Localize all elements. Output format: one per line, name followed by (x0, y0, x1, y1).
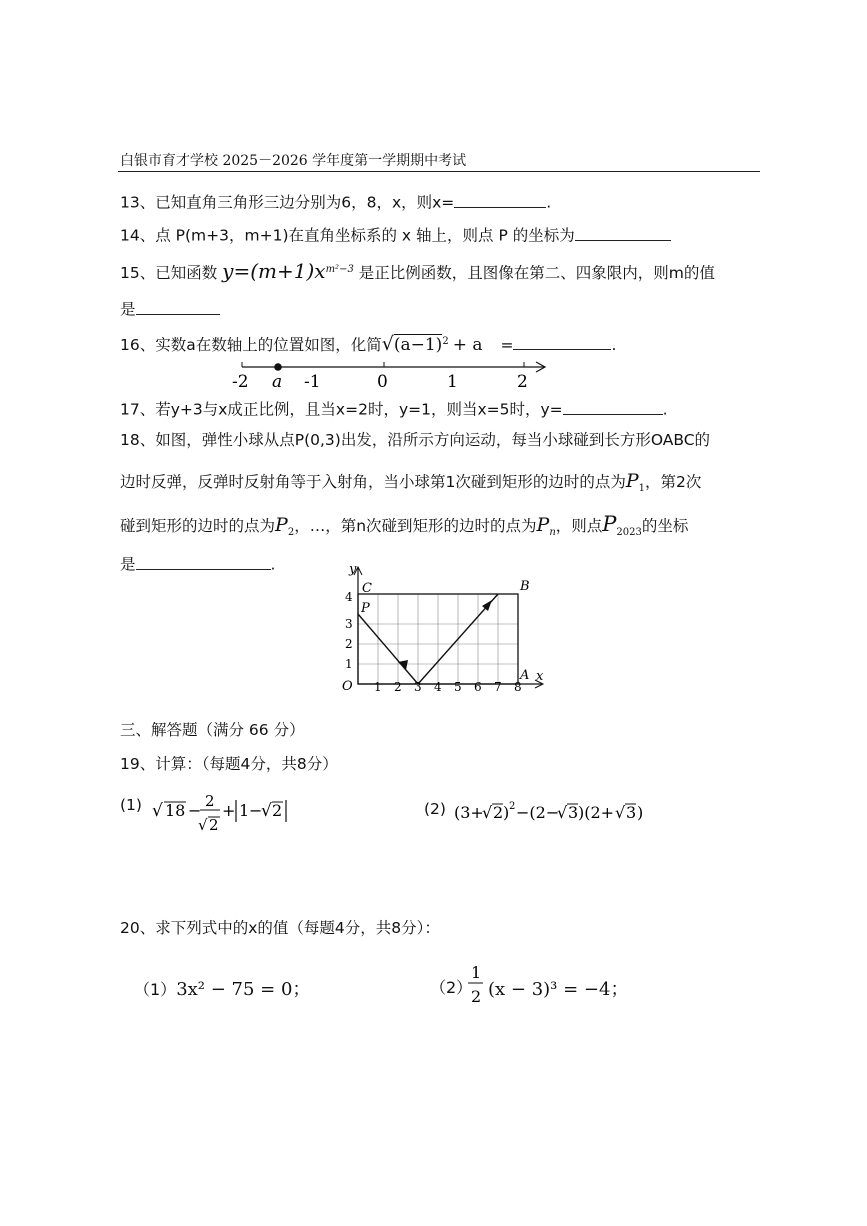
label-a: A (520, 668, 530, 683)
point-p2023: P (602, 512, 617, 536)
answer-blank-13[interactable] (454, 191, 546, 208)
svg-text:1: 1 (239, 801, 250, 820)
svg-text:5: 5 (454, 680, 462, 694)
question-17-text: 17、若y+3与x成正比例，且当x=2时，y=1，则当x=5时，y= (120, 400, 563, 419)
question-18-line3-a: 碰到矩形的边时的点为 (120, 517, 276, 535)
x-tick-labels (374, 680, 522, 694)
svg-text:√: √ (261, 801, 272, 821)
svg-text:6: 6 (474, 680, 482, 694)
q20-part2-label: （2） (430, 978, 473, 997)
svg-text:2: 2 (209, 816, 219, 834)
path-segment-1 (358, 614, 418, 684)
question-16-pre: 16、实数a在数轴上的位置如图，化简 (120, 336, 382, 354)
svg-text:4: 4 (434, 680, 442, 694)
svg-text:+: + (222, 801, 236, 820)
q19-part1-label: (1) (120, 796, 142, 814)
label-p: P (361, 601, 370, 616)
q19-part2-expression (452, 796, 662, 828)
point-p2-sub: 2 (287, 527, 295, 539)
question-16-eq: = (500, 336, 514, 354)
question-18-line1: 18、如图，弹性小球从点P(0,3)出发，沿所示方向运动，每当小球碰到长方形OABC的 (120, 431, 711, 449)
answer-blank-18[interactable] (136, 553, 271, 570)
label-neg2: -2 (232, 372, 249, 391)
question-15-func: (m+1)x (250, 259, 326, 283)
q20-part2-fraction (466, 960, 486, 1006)
svg-text:8: 8 (514, 680, 522, 694)
svg-text:3: 3 (626, 803, 637, 822)
svg-text:1: 1 (471, 963, 482, 982)
svg-text:2: 2 (493, 803, 504, 822)
svg-text:−(2−: −(2− (516, 803, 560, 822)
question-16-plus: + a (452, 335, 483, 355)
question-18-line3 (120, 512, 688, 539)
q19-part1-expression (150, 788, 300, 834)
svg-text:7: 7 (494, 680, 502, 694)
question-18-line2-end: ，第2次 (645, 473, 702, 491)
point-pn: P (536, 514, 550, 536)
svg-text:√: √ (615, 803, 626, 822)
svg-text:−: − (188, 801, 202, 820)
svg-text:2: 2 (471, 987, 482, 1006)
question-19-part1 (120, 796, 142, 814)
svg-text:3: 3 (568, 803, 579, 822)
question-18-line2 (120, 470, 701, 495)
question-18-line4-end: . (270, 555, 276, 574)
point-pn-sub: n (549, 527, 556, 539)
grid-lines (358, 594, 518, 684)
answer-blank-15[interactable] (136, 298, 220, 315)
svg-text:)(2+: )(2+ (578, 803, 615, 822)
question-13-text: 13、已知直角三角形三边分别为6，8，x，则x= (120, 193, 455, 212)
svg-text:): ) (503, 803, 510, 822)
question-17 (120, 398, 668, 419)
section-3-title: 三、解答题（满分 66 分） (120, 721, 305, 739)
question-16 (120, 333, 616, 356)
svg-text:√: √ (198, 816, 208, 834)
question-14-text: 14、点 P(m+3，m+1)在直角坐标系的 x 轴上，则点 P 的坐标为 (120, 226, 575, 245)
svg-text:1: 1 (345, 657, 353, 671)
svg-text:3: 3 (414, 680, 422, 694)
y-tick-labels (345, 590, 353, 671)
question-15-exponent: m²−3 (325, 263, 354, 275)
svg-text:1: 1 (374, 680, 382, 694)
q19-part2-label: (2) (424, 800, 446, 818)
label-0: 0 (377, 372, 388, 391)
svg-text:√: √ (482, 803, 493, 822)
answer-blank-16[interactable] (513, 334, 611, 351)
question-14 (120, 224, 671, 245)
label-y: y (349, 562, 357, 577)
point-a-dot (274, 363, 282, 371)
label-neg1: -1 (304, 372, 321, 391)
question-15-line2 (120, 298, 220, 319)
question-19-part2 (424, 800, 446, 818)
question-18-line3-c: ，则点 (555, 517, 603, 535)
question-16-end: . (611, 336, 617, 354)
label-x: x (536, 669, 544, 684)
point-p2: P (275, 514, 288, 536)
q20-part2-equation (488, 975, 628, 1001)
point-p1: P (625, 470, 639, 492)
svg-text:−: − (249, 801, 263, 820)
header-rule (118, 171, 760, 172)
question-17-end: . (662, 400, 668, 419)
q20-part1-equation: 3x² − 75 = 0； (176, 979, 311, 1000)
svg-text:(3+: (3+ (454, 803, 484, 822)
svg-text:2: 2 (345, 637, 353, 651)
exam-header: 白银市育才学校 2025－2026 学年度第一学期期中考试 (120, 153, 467, 169)
question-13-end: . (546, 193, 552, 212)
svg-text:√: √ (152, 801, 163, 821)
question-13 (120, 191, 551, 212)
question-18-line4 (120, 553, 275, 574)
svg-text:4: 4 (345, 590, 353, 604)
svg-text:2: 2 (394, 680, 402, 694)
label-1: 1 (447, 372, 458, 391)
sqrt-symbol: √ (381, 333, 394, 355)
label-o: O (342, 679, 353, 694)
svg-text:): ) (637, 803, 644, 822)
question-15 (120, 259, 715, 283)
q20-part2-equation-text: (x − 3)³ = −4； (488, 979, 629, 1000)
label-b: B (520, 579, 530, 594)
question-18-line3-d: 的坐标 (641, 517, 689, 535)
question-15-pre: 15、已知函数 (120, 264, 223, 282)
answer-blank-17[interactable] (563, 398, 663, 415)
question-18-line3-b: ，…，第n次碰到矩形的边时的点为 (294, 517, 537, 535)
label-a: a (272, 372, 283, 391)
question-15-y: y (222, 259, 234, 283)
answer-blank-14[interactable] (575, 224, 671, 241)
question-19-title: 19、计算：（每题4分，共8分） (120, 755, 338, 773)
label-2: 2 (517, 372, 528, 391)
label-c: C (362, 581, 372, 596)
question-18-line4-text: 是 (120, 555, 136, 574)
question-16-square: 2 (442, 335, 449, 347)
question-15-line2-text: 是 (120, 300, 136, 319)
point-p1-sub: 1 (638, 483, 646, 495)
question-20-part1 (134, 975, 310, 1001)
svg-text:3: 3 (345, 617, 353, 631)
question-16-radicand: (a−1) (393, 335, 443, 355)
svg-text:√: √ (557, 803, 568, 822)
rectangle-bounce-figure (336, 562, 552, 694)
svg-text:2: 2 (272, 801, 283, 820)
number-line-figure (226, 355, 556, 391)
svg-text:2: 2 (205, 792, 215, 810)
q20-part1-label: （1） (134, 980, 177, 999)
point-p2023-sub: 2023 (616, 527, 642, 539)
question-18-line2-text: 边时反弹，反弹时反射角等于入射角，当小球第1次碰到矩形的边时的点为 (120, 473, 626, 491)
svg-text:2: 2 (509, 801, 516, 812)
question-15-post: 是正比例函数，且图像在第二、四象限内，则m的值 (353, 264, 715, 282)
svg-text:18: 18 (165, 801, 186, 820)
question-15-eq: = (233, 259, 251, 283)
question-20-title: 20、求下列式中的x的值（每题4分，共8分）： (120, 919, 440, 937)
